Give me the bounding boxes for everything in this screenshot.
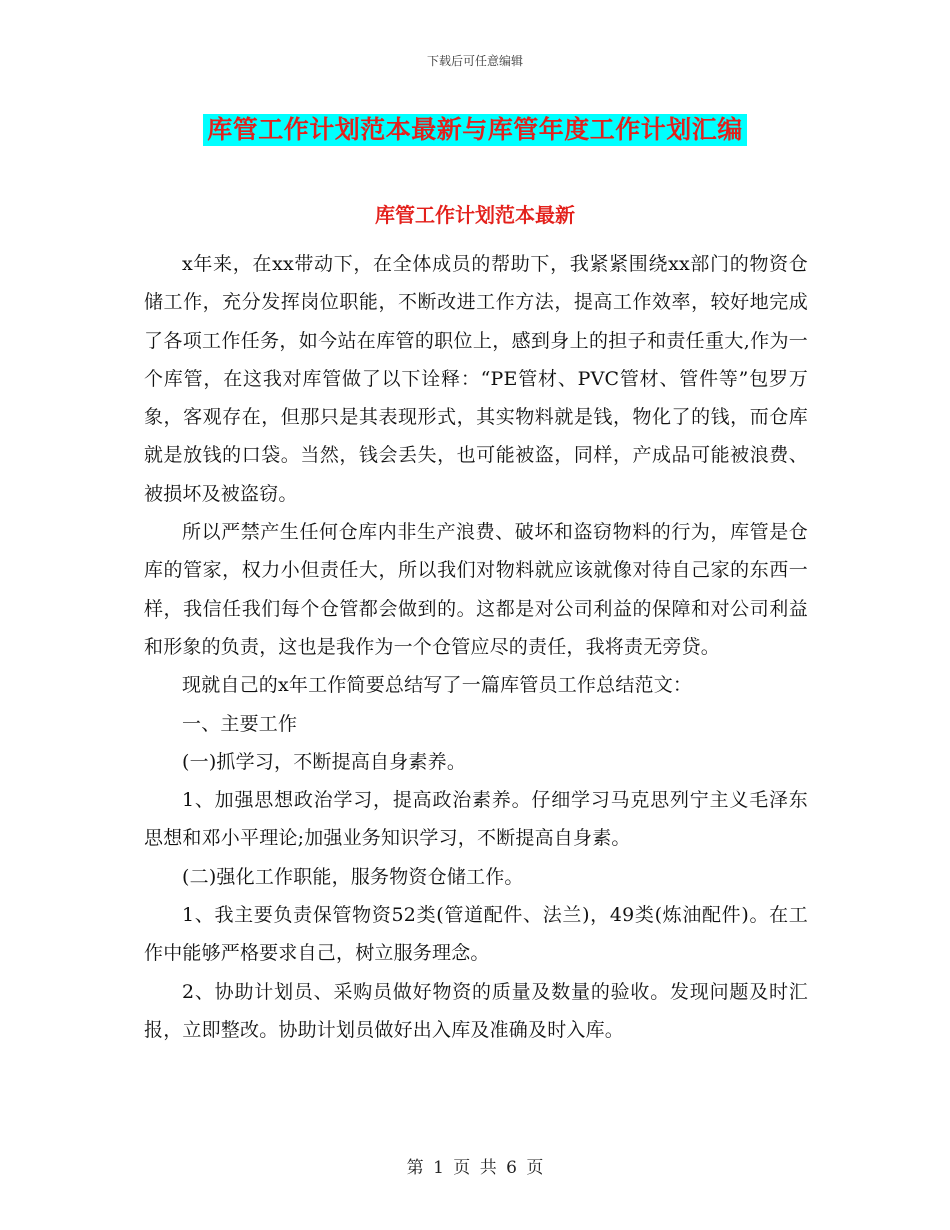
page-number: 第 1 页 共 6 页 bbox=[406, 1158, 544, 1178]
subheading: (二)强化工作职能，服务物资仓储工作。 bbox=[182, 865, 524, 888]
paragraph: 所以严禁产生任何仓库内非生产浪费、破坏和盗窃物料的行为，库管是仓库的管家，权力小但责任大，所以我们对物料就应该就像对待自己家的东西一样，我信任我们每个仓管都会做到的。这都是对公司利益的保障和对公司利益和形象的负责，这也是我作为一个仓管应尽的责任，我将责无旁贷。 bbox=[144, 521, 808, 658]
subheading: (一)抓学习，不断提高自身素养。 bbox=[182, 750, 467, 773]
paragraph: x年来，在xx带动下，在全体成员的帮助下，我紧紧围绕xx部门的物资仓储工作，充分发挥岗位职能，不断改进工作方法，提高工作效率，较好地完成了各项工作任务，如今站在库管的职位上，感到身上的担子和责任重大,作为一个库管，在这我对库管做了以下诠释：“PE管材、PVC管材、管件等”包罗万象，客观存在，但那只是其表现形式，其实物料就是钱，物化了的钱，而仓库就是放钱的口袋。当然，钱会丢失，也可能被盗，同样，产成品可能被浪费、被损坏及被盗窃。 bbox=[144, 253, 808, 505]
document-title: 库管工作计划范本最新与库管年度工作计划汇编 bbox=[203, 114, 747, 146]
paragraph: 1、加强思想政治学习，提高政治素养。仔细学习马克思列宁主义毛泽东思想和邓小平理论;加强业务知识学习，不断提高自身素。 bbox=[144, 789, 808, 850]
paragraph: 1、我主要负责保管物资52类(管道配件、法兰)，49类(炼油配件)。在工作中能够严格要求自己，树立服务理念。 bbox=[144, 904, 808, 965]
paragraph: 2、协助计划员、采购员做好物资的质量及数量的验收。发现问题及时汇报，立即整改。协助计划员做好出入库及准确及时入库。 bbox=[144, 980, 808, 1041]
heading-main-work: 一、主要工作 bbox=[182, 712, 298, 735]
document-title-container bbox=[0, 114, 950, 146]
paragraph: 现就自己的x年工作简要总结写了一篇库管员工作总结范文： bbox=[182, 674, 693, 697]
document-body bbox=[144, 245, 808, 1049]
section-title: 库管工作计划范本最新 bbox=[375, 203, 575, 227]
page-header-note: 下载后可任意编辑 bbox=[426, 54, 523, 68]
